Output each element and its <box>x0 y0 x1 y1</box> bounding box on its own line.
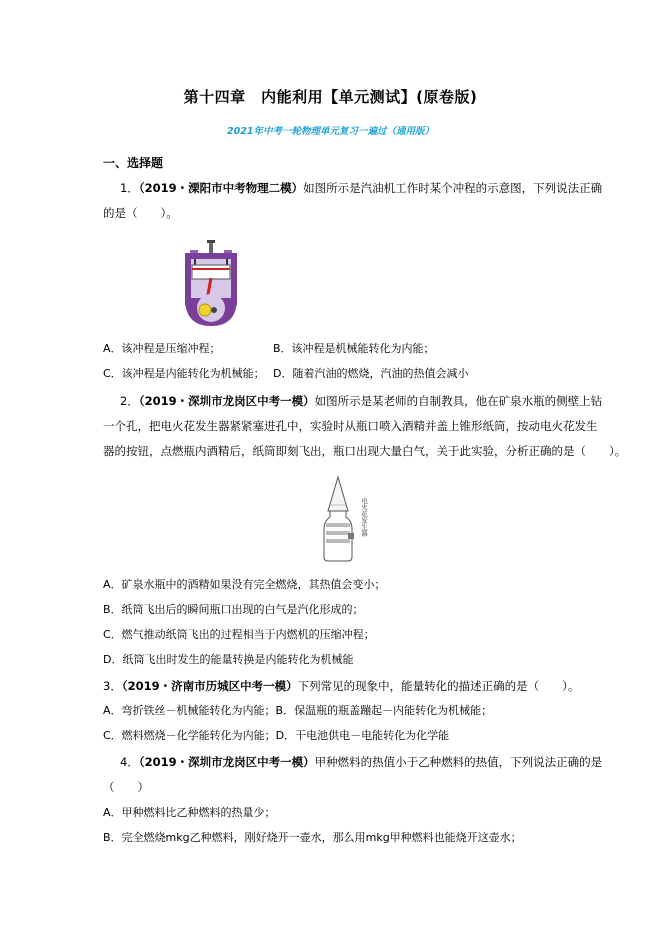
document-subtitle: 2021年中考一轮物理单元复习一遍过（通用版） <box>227 126 434 137</box>
q3-options-ab: A．弯折铁丝－机械能转化为内能；B．保温瓶的瓶盖蹦起－内能转化为机械能； <box>103 704 493 717</box>
question-text: 如图所示是汽油机工作时某个冲程的示意图，下列说法正确 <box>303 181 603 195</box>
question-1 <box>120 180 602 196</box>
question-2-continued-1: 一个孔，把电火花发生器紧紧塞进孔中，实验时从瓶口喷入酒精并盖上锥形纸筒，按动电火花发生 <box>103 419 598 433</box>
q2-option-a: A．矿泉水瓶中的酒精如果没有完全燃烧，其热值会变小； <box>103 578 386 591</box>
question-source: （2019・济南市历城区中考一模） <box>121 679 298 693</box>
question-4 <box>120 754 602 770</box>
question-number: 4． <box>120 755 139 769</box>
question-1-continued: 的是（ ）。 <box>103 206 178 220</box>
q1-option-c: C．该冲程是内能转化为机械能； <box>103 367 265 380</box>
engine-stroke-figure <box>180 238 242 328</box>
q4-option-a: A．甲种燃料比乙种燃料的热量少； <box>103 806 276 819</box>
bottle-cone-figure <box>318 473 374 565</box>
question-4-continued: （ ） <box>103 780 149 794</box>
q1-option-b: B．该冲程是机械能转化为内能； <box>273 342 435 355</box>
q1-option-d: D．随着汽油的燃烧，汽油的热值会减小 <box>273 367 469 380</box>
q2-option-d: D．纸筒飞出时发生的能量转换是内能转化为机械能 <box>103 653 354 666</box>
q2-option-b: B．纸筒飞出后的瞬间瓶口出现的白气是汽化形成的； <box>103 603 364 616</box>
q3-options-cd: C．燃料燃烧－化学能转化为内能；D．干电池供电－电能转化为化学能 <box>103 729 450 742</box>
document-title: 第十四章 内能利用【单元测试】(原卷版) <box>183 88 478 106</box>
question-2-continued-2: 器的按钮，点燃瓶内酒精后，纸筒即刻飞出，瓶口出现大量白气，关于此实验，分析正确的是（ ）。 <box>103 444 627 458</box>
question-2 <box>120 393 602 409</box>
question-number: 2． <box>120 394 139 408</box>
q4-option-b: B．完全燃烧mkg乙种燃料，刚好烧开一壶水，那么用mkg甲种燃料也能烧开这壶水； <box>103 831 522 844</box>
figure-label: 电火花发生器 <box>360 497 368 537</box>
question-source: （2019・深圳市龙岗区中考一模） <box>138 755 315 769</box>
question-text: 下列常见的现象中，能量转化的描述正确的是（ ）。 <box>297 679 580 693</box>
question-text: 如图所示是某老师的自制教具，他在矿泉水瓶的侧壁上钻 <box>314 394 603 408</box>
question-source: （2019・深圳市龙岗区中考一模） <box>138 394 315 408</box>
question-number: 3． <box>103 679 122 693</box>
question-number: 1． <box>120 181 139 195</box>
section-heading: 一、选择题 <box>103 156 164 170</box>
question-text: 甲种燃料的热值小于乙种燃料的热值，下列说法正确的是 <box>314 755 603 769</box>
q1-option-a: A．该冲程是压缩冲程； <box>103 342 221 355</box>
question-source: （2019・溧阳市中考物理二模） <box>138 181 304 195</box>
q2-option-c: C．燃气推动纸筒飞出的过程相当于内燃机的压缩冲程； <box>103 628 375 641</box>
question-3 <box>103 678 579 694</box>
